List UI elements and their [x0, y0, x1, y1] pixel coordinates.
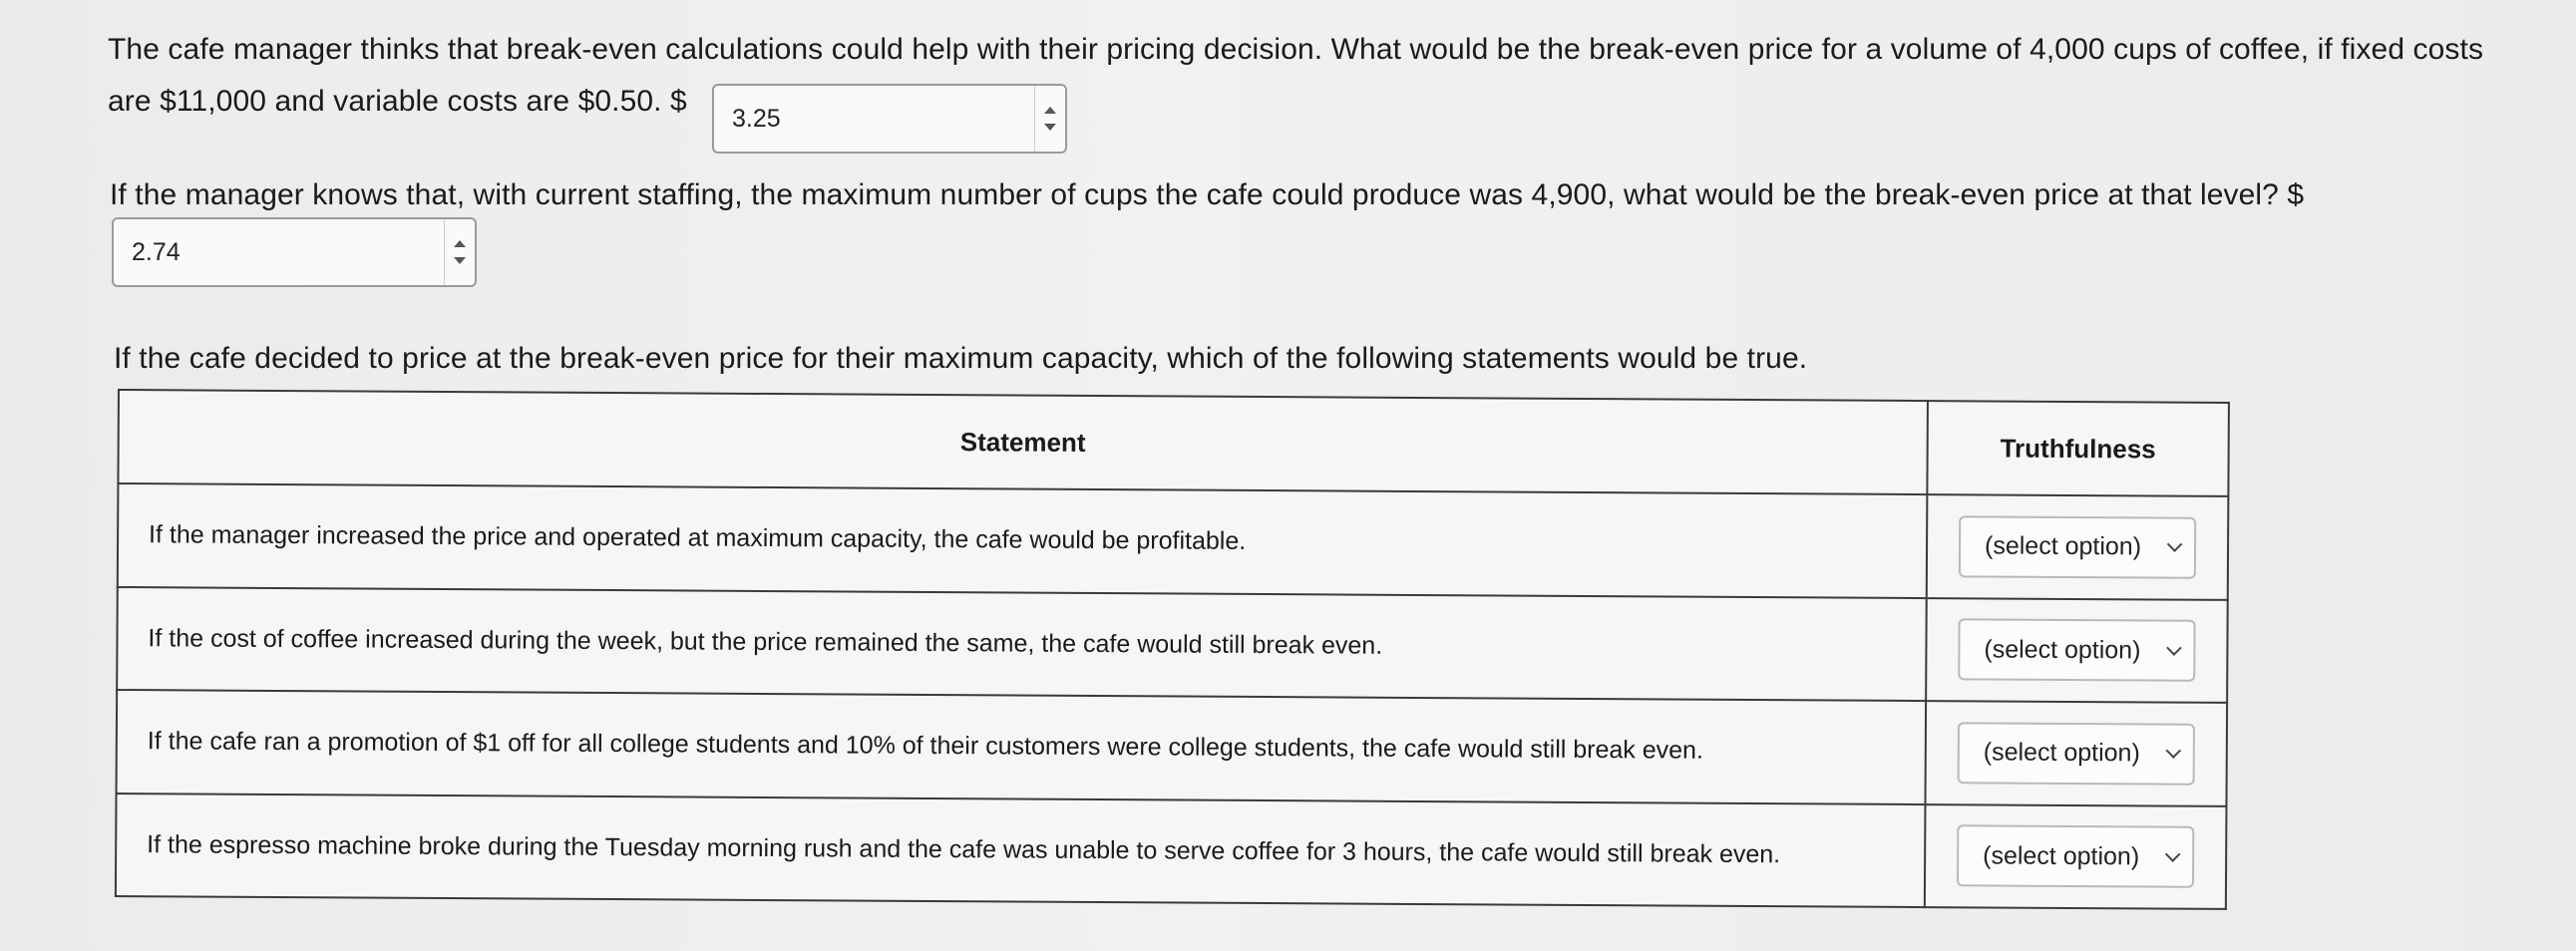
chevron-down-icon [2167, 537, 2183, 553]
spin-down-icon[interactable] [454, 257, 466, 264]
truthfulness-cell [1927, 494, 2229, 599]
table-row [118, 483, 2229, 599]
truthfulness-select[interactable] [1959, 515, 2196, 578]
chevron-down-icon [2166, 640, 2182, 656]
max-capacity-price-input[interactable] [112, 217, 477, 287]
truthfulness-select-label: (select option) [1984, 635, 2141, 665]
table-row [117, 587, 2228, 703]
spin-up-icon[interactable] [454, 240, 466, 247]
breakeven-price-value: 3.25 [732, 104, 781, 133]
question3-text: If the cafe decided to price at the break-even price for their maximum capacity, which of the following statements would be true. [114, 342, 1808, 375]
spin-down-icon[interactable] [1044, 124, 1056, 131]
statement-cell: If the cafe ran a promotion of $1 off for all college students and 10% of their customers were college students, the cafe would still break even. [117, 690, 1927, 804]
truthfulness-cell [1925, 804, 2227, 909]
table-row [117, 690, 2228, 805]
chevron-down-icon [2166, 744, 2182, 760]
truthfulness-select-label: (select option) [1983, 841, 2140, 871]
truthfulness-select[interactable] [1958, 722, 2195, 785]
spin-up-icon[interactable] [1044, 107, 1056, 114]
statement-cell: If the cost of coffee increased during the week, but the price remained the same, the cafe would still break even. [117, 587, 1927, 702]
truthfulness-column-header: Truthfulness [1927, 401, 2229, 496]
breakeven-price-input[interactable] [712, 84, 1067, 154]
statement-column-header: Statement [118, 390, 1928, 494]
chevron-down-icon [2165, 846, 2181, 862]
statement-cell: If the manager increased the price and operated at maximum capacity, the cafe would be profitable. [118, 483, 1928, 598]
max-capacity-price-value: 2.74 [132, 237, 181, 266]
table-header-row [118, 390, 2229, 496]
statement-cell: If the espresso machine broke during the Tuesday morning rush and the cafe was unable to serve coffee for 3 hours, the cafe would still break even. [116, 792, 1926, 907]
max-capacity-price-stepper[interactable] [444, 219, 475, 285]
truthfulness-cell [1925, 701, 2227, 805]
truthfulness-select[interactable] [1958, 619, 2195, 682]
breakeven-price-stepper[interactable] [1034, 86, 1065, 152]
truthfulness-select-label: (select option) [1984, 531, 2142, 561]
truthfulness-select-label: (select option) [1983, 738, 2140, 768]
table-row [116, 792, 2227, 908]
statements-table [115, 389, 2230, 910]
question1-line1: The cafe manager thinks that break-even calculations could help with their pricing decision. What would be the break-even price for a volume of 4,000 cups of coffee, if fixed costs [108, 33, 2484, 66]
truthfulness-select[interactable] [1957, 825, 2194, 888]
truthfulness-cell [1926, 598, 2228, 703]
question1-line2: are $11,000 and variable costs are $0.50. $ [108, 85, 687, 118]
question2-text: If the manager knows that, with current staffing, the maximum number of cups the cafe could produce was 4,900, what would be the break-even price at that level? $ [110, 178, 2305, 211]
